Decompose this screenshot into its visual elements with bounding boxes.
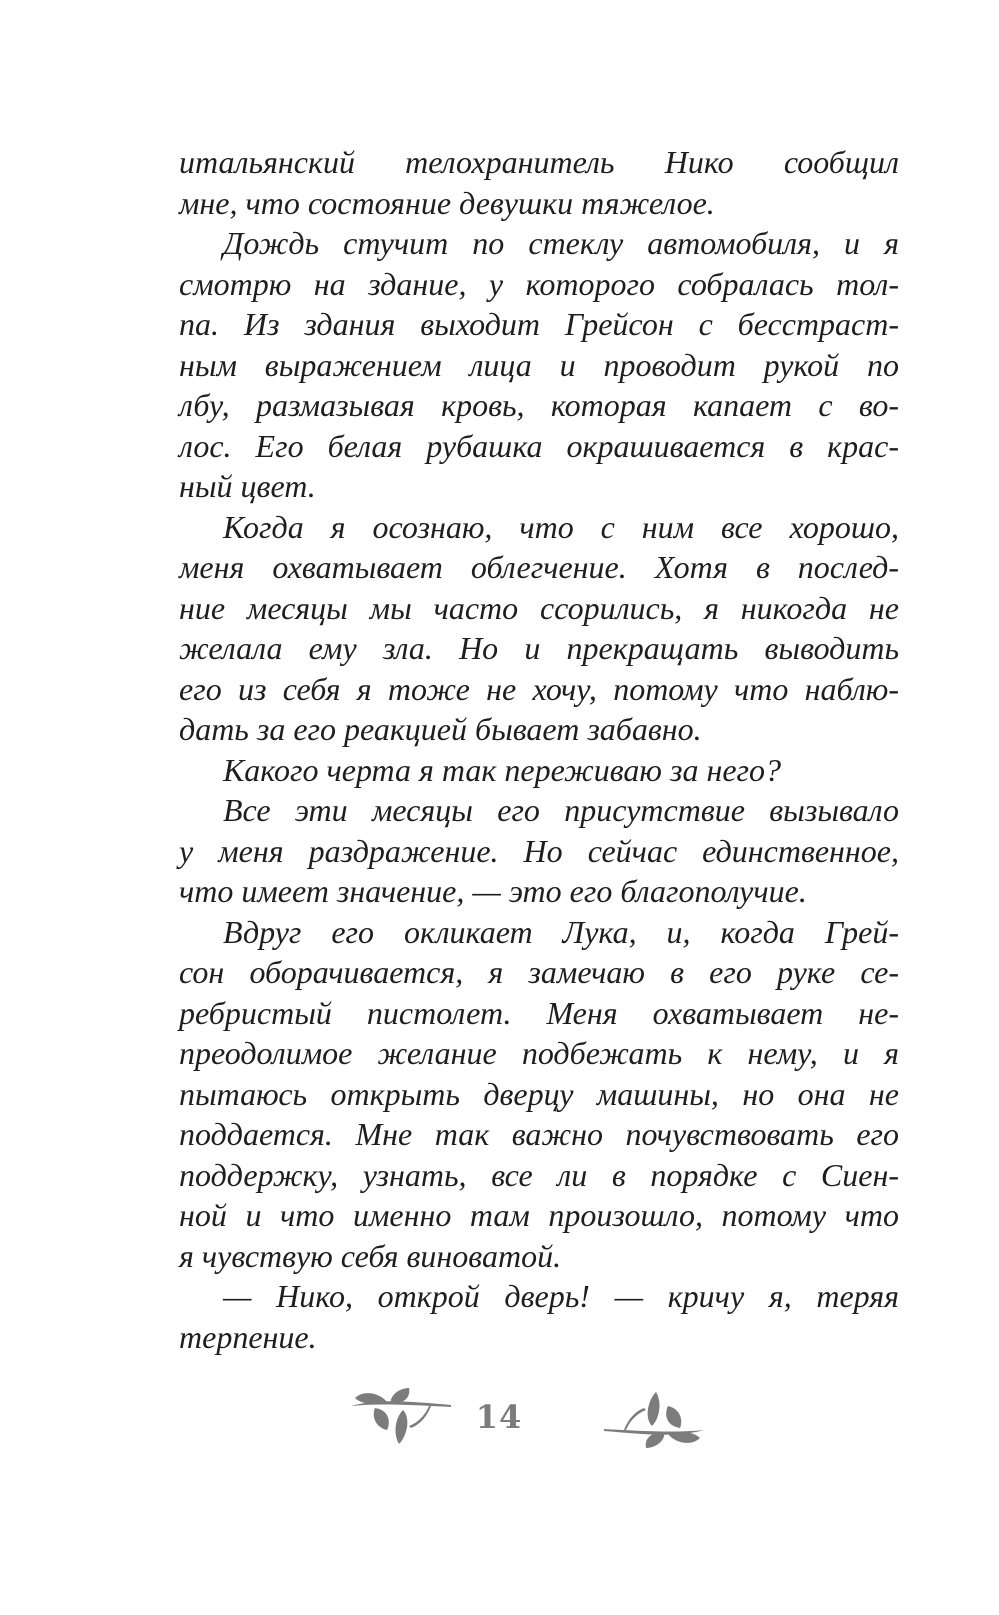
text-line: Дождь стучит по стеклу автомобиля, и я (223, 225, 899, 261)
page-number: 14 (475, 1398, 523, 1436)
text-line: поддается. Мне так важно почувствовать его (179, 1116, 899, 1152)
text-line: желала ему зла. Но и прекращать выводить (179, 630, 899, 666)
text-line: Какого черта я так переживаю за него? (223, 751, 782, 788)
text-line: у меня раздражение. Но сейчас единственное, (179, 832, 899, 869)
text-line: меня охватывает облегчение. Хотя в послед- (179, 549, 899, 585)
text-line: преодолимое желание подбежать к нему, и я (179, 1035, 899, 1071)
text-line: сон оборачивается, я замечаю в его руке се- (179, 954, 899, 990)
text-line: я чувствую себя виноватой. (179, 1237, 562, 1274)
text-line: Когда я осознаю, что с ним все хорошо, (223, 508, 899, 545)
text-line: смотрю на здание, у которого собралась тол- (179, 265, 899, 302)
text-line: Вдруг его окликает Лука, и, когда Грей- (223, 913, 899, 950)
text-line: его из себя я тоже не хочу, потому что наблю- (179, 670, 899, 707)
text-line: ребристый пистолет. Меня охватывает не- (179, 994, 899, 1031)
leaf-sprig-icon (349, 1388, 453, 1448)
text-line: терпение. (179, 1318, 317, 1355)
body-text (179, 142, 899, 1357)
text-line: лос. Его белая рубашка окрашивается в крас- (179, 427, 899, 464)
text-line: ние месяцы мы часто ссорились, я никогда не (179, 589, 899, 626)
text-line: поддержку, узнать, все ли в порядке с Сиен- (179, 1156, 899, 1193)
page-footer (0, 1388, 999, 1458)
text-line: пытаюсь открыть дверцу машины, но она не (179, 1075, 899, 1112)
text-line: мне, что состояние девушки тяжелое. (179, 184, 715, 221)
text-line: ной и что именно там произошло, потому что (179, 1197, 899, 1233)
text-line: лбу, размазывая кровь, которая капает с во- (179, 387, 899, 423)
text-line: что имеет значение, — это его благополучие. (179, 873, 807, 909)
text-line: дать за его реакцией бывает забавно. (179, 711, 702, 747)
leaf-sprig-icon (602, 1388, 706, 1448)
text-line: па. Из здания выходит Грейсон с бесстраст- (179, 306, 899, 342)
text-line: ным выражением лица и проводит рукой по (179, 346, 899, 383)
text-line: ный цвет. (179, 468, 316, 504)
text-line: Все эти месяцы его присутствие вызывало (223, 792, 899, 828)
text-line: итальянский телохранитель Нико сообщил (179, 144, 899, 180)
text-line: — Нико, открой дверь! — кричу я, теряя (223, 1278, 899, 1314)
